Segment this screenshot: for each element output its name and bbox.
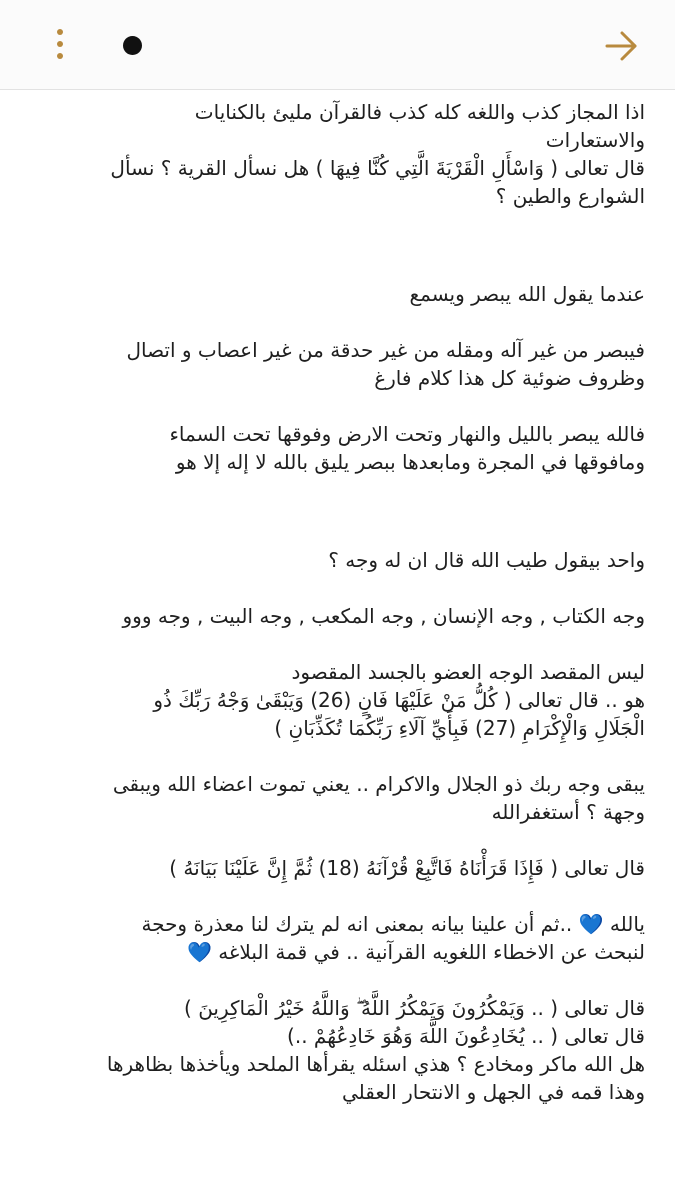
note-body[interactable] (30, 98, 645, 1200)
spacer (30, 630, 645, 658)
paragraph-face-question: واحد بيقول طيب الله قال ان له وجه ؟ (328, 548, 645, 572)
app-toolbar (0, 0, 675, 90)
menu-dot (57, 53, 63, 59)
black-dot-icon (123, 36, 142, 55)
paragraph-metaphor-intro: اذا المجاز كذب واللغه كله كذب فالقرآن مليئ بالكنايات والاستعارات قال تعالى ( وَاسْأَلِ الْقَرْيَةَ الَّتِي كُنَّا فِيهَا ) هل نسأل القرية ؟ نسأل الشوارع والطين ؟ (110, 100, 645, 208)
paragraph-plotting-verses: قال تعالى ( .. وَيَمْكُرُونَ وَيَمْكُرُ اللَّهُ ۖ وَاللَّهُ خَيْرُ الْمَاكِرِينَ ) قال تعالى ( .. يُخَادِعُونَ اللَّهَ وَهُوَ خَادِعُهُمْ ..) هل الله ماكر ومخادع ؟ هذي اسئله يقرأها الملحد ويأخذها بظاهرها وهذا قمه في الجهل و الانتحار العقلي (106, 996, 645, 1104)
spacer (30, 308, 645, 336)
spacer (30, 742, 645, 770)
paragraph-sees-hears: عندما يقول الله يبصر ويسمع (409, 282, 645, 306)
paragraph-face-examples: وجه الكتاب , وجه الإنسان , وجه المكعب , وجه البيت , وجه ووو (122, 604, 645, 628)
spacer (30, 392, 645, 420)
menu-dot (57, 41, 63, 47)
arrow-right-icon[interactable] (602, 26, 642, 66)
paragraph-face-remains: يبقى وجه ربك ذو الجلال والاكرام .. يعني تموت اعضاء الله ويبقى وجهة ؟ أستغفرالله (112, 772, 645, 824)
paragraph-without-organ: فيبصر من غير آله ومقله من غير حدقة من غير اعصاب و اتصال وظروف ضوئية كل هذا كلام فارغ (126, 338, 645, 390)
spacer (30, 574, 645, 602)
spacer (30, 476, 645, 546)
spacer (30, 210, 645, 280)
paragraph-god-sees: فالله يبصر بالليل والنهار وتحت الارض وفوقها تحت السماء ومافوقها في المجرة ومابعدها ببصر يليق بالله لا إله إلا هو (169, 422, 645, 474)
vertical-dots-icon[interactable] (50, 27, 70, 63)
spacer (30, 882, 645, 910)
spacer (30, 966, 645, 994)
paragraph-face-verse: ليس المقصد الوجه العضو بالجسد المقصود هو .. قال تعالى ( كُلُّ مَنْ عَلَيْهَا فَانٍ (26) وَيَبْقَىٰ وَجْهُ رَبِّكَ ذُو الْجَلَالِ وَالْإِكْرَامِ (27) فَبِأَيِّ آلَاءِ رَبِّكُمَا تُكَذِّبَانِ ) (153, 660, 645, 740)
spacer (30, 826, 645, 854)
menu-dot (57, 29, 63, 35)
paragraph-recite-verse: قال تعالى ( فَإِذَا قَرَأْنَاهُ فَاتَّبِعْ قُرْآنَهُ (18) ثُمَّ إِنَّ عَلَيْنَا بَيَانَهُ ) (169, 856, 645, 880)
paragraph-explanation: يالله 💙 ..ثم أن علينا بيانه بمعنى انه لم يترك لنا معذرة وحجة لنبحث عن الاخطاء اللغويه القرآنية .. في قمة البلاغه 💙 (141, 912, 645, 964)
